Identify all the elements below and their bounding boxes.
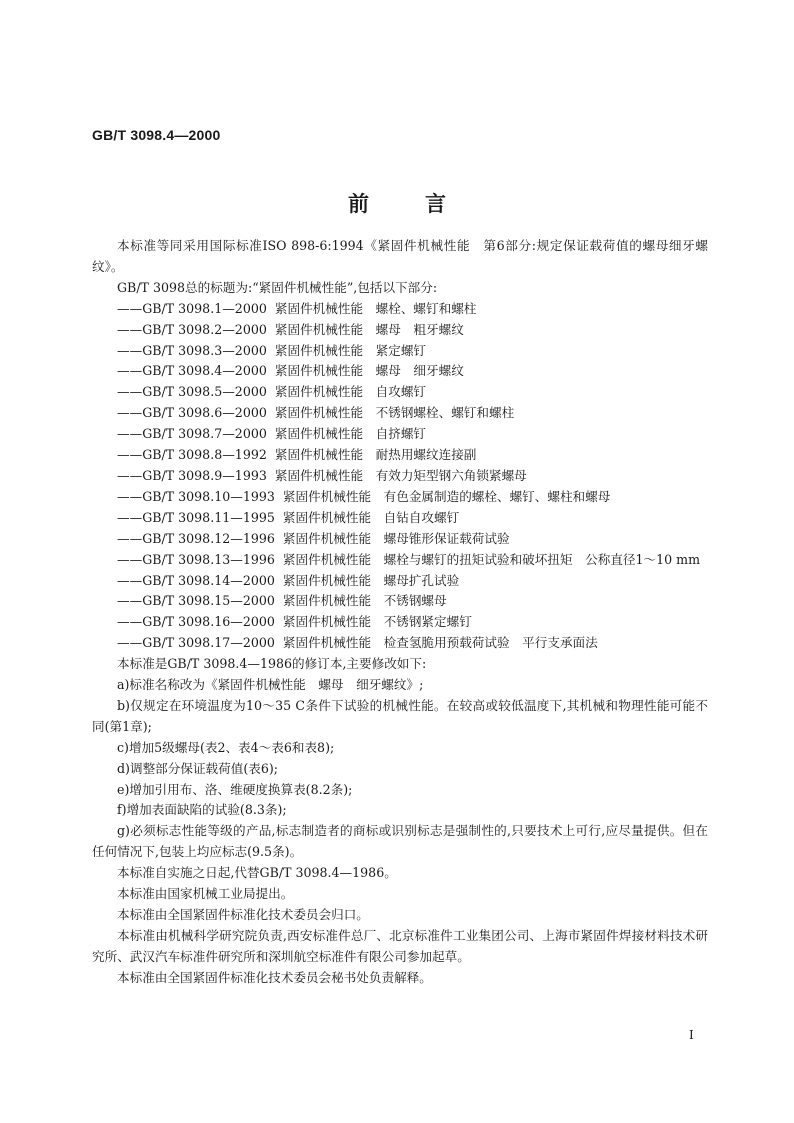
part-code: ——GB/T 3098.9—1993 — [117, 467, 267, 483]
part-title: 紧固件机械性能 有色金属制造的螺栓、螺钉、螺柱和螺母 — [282, 488, 611, 504]
part-code: ——GB/T 3098.13—1996 — [117, 551, 275, 567]
proposer-paragraph: 本标准由国家机械工业局提出。 — [117, 886, 294, 902]
part-title: 紧固件机械性能 自钻自攻螺钉 — [282, 509, 460, 525]
change-item: a)标准名称改为《紧固件机械性能 螺母 细牙螺纹》; — [117, 677, 424, 693]
page-title: 前言 — [348, 192, 502, 216]
part-code: ——GB/T 3098.16—2000 — [117, 614, 275, 630]
administration-paragraph: 本标准由全国紧固件标准化技术委员会归口。 — [117, 907, 369, 922]
interpretation-paragraph: 本标准由全国紧固件标准化技术委员会秘书处负责解释。 — [117, 969, 432, 985]
part-title: 紧固件机械性能 不锈钢紧定螺钉 — [282, 614, 472, 630]
part-title: 紧固件机械性能 螺母 粗牙螺纹 — [274, 321, 464, 337]
change-item: c)增加5级螺母(表2、表4～表6和表8); — [117, 739, 335, 755]
part-code: ——GB/T 3098.4—2000 — [117, 363, 267, 379]
list-item — [92, 361, 708, 382]
list-item — [92, 424, 708, 445]
list-item — [92, 571, 708, 592]
part-title: 紧固件机械性能 紧定螺钉 — [274, 342, 426, 358]
list-item — [92, 341, 708, 362]
part-title: 紧固件机械性能 不锈钢螺栓、螺钉和螺柱 — [274, 405, 515, 421]
part-title: 紧固件机械性能 不锈钢螺母 — [282, 593, 447, 609]
part-code: ——GB/T 3098.17—2000 — [117, 635, 275, 651]
revision-intro-paragraph: 本标准是GB/T 3098.4—1986的修订本,主要修改如下: — [117, 656, 427, 672]
part-code: ——GB/T 3098.3—2000 — [117, 342, 267, 358]
series-intro-paragraph: GB/T 3098总的标题为:“紧固件机械性能”,包括以下部分: — [117, 279, 438, 295]
page-number: I — [689, 1028, 694, 1042]
list-item — [92, 508, 708, 529]
list-item — [92, 320, 708, 341]
part-code: ——GB/T 3098.6—2000 — [117, 405, 267, 421]
list-item — [92, 612, 708, 633]
part-code: ——GB/T 3098.1—2000 — [117, 300, 267, 316]
list-item — [92, 591, 708, 612]
list-item — [92, 445, 708, 466]
part-title: 紧固件机械性能 螺母扩孔试验 — [282, 572, 460, 588]
part-title: 紧固件机械性能 螺母 细牙螺纹 — [274, 363, 464, 379]
part-title: 紧固件机械性能 有效力矩型钢六角锁紧螺母 — [274, 467, 527, 483]
list-item — [92, 403, 708, 424]
list-item — [92, 382, 708, 403]
replacement-paragraph: 本标准自实施之日起,代替GB/T 3098.4—1986。 — [117, 865, 397, 881]
drafters-paragraph: 本标准由机械科学研究院负责,西安标准件总厂、北京标准件工业集团公司、上海市紧固件焊接材料技术研究所、武汉汽车标准件研究所和深圳航空标准件有限公司参加起草。 — [92, 927, 708, 964]
part-code: ——GB/T 3098.5—2000 — [117, 384, 267, 400]
change-item: d)调整部分保证载荷值(表6); — [117, 760, 278, 776]
part-code: ——GB/T 3098.15—2000 — [117, 593, 275, 609]
part-title: 紧固件机械性能 检查氢脆用预载荷试验 平行支承面法 — [282, 635, 598, 651]
list-item — [92, 550, 708, 571]
part-title: 紧固件机械性能 螺母锥形保证载荷试验 — [282, 530, 510, 546]
part-code: ——GB/T 3098.11—1995 — [117, 509, 275, 525]
list-item — [92, 299, 708, 320]
part-code: ——GB/T 3098.8—1992 — [117, 447, 267, 463]
part-code: ——GB/T 3098.2—2000 — [117, 321, 267, 337]
list-item — [92, 529, 708, 550]
change-item: e)增加引用布、洛、维硬度换算表(8.2条); — [117, 781, 353, 797]
list-item — [92, 466, 708, 487]
change-item: f)增加表面缺陷的试验(8.3条); — [117, 802, 287, 818]
standard-code-header: GB/T 3098.4—2000 — [92, 127, 221, 143]
intro-paragraph: 本标准等同采用国际标准ISO 898-6:1994《紧固件机械性能 第6部分:规定保证载荷值的螺母细牙螺纹》。 — [92, 238, 708, 274]
change-item: b)仅规定在环境温度为10～35 C条件下试验的机械性能。在较高或较低温度下,其机械和物理性能可能不同(第1章); — [92, 697, 708, 734]
part-title: 紧固件机械性能 自攻螺钉 — [274, 384, 426, 400]
part-code: ——GB/T 3098.7—2000 — [117, 426, 267, 442]
part-code: ——GB/T 3098.12—1996 — [117, 530, 275, 546]
part-code: ——GB/T 3098.14—2000 — [117, 572, 275, 588]
part-title: 紧固件机械性能 自挤螺钉 — [274, 426, 426, 442]
part-title: 紧固件机械性能 螺栓与螺钉的扭矩试验和破坏扭矩 公称直径1～10 mm — [282, 551, 701, 567]
part-code: ——GB/T 3098.10—1993 — [117, 488, 275, 504]
list-item — [92, 633, 708, 654]
part-title: 紧固件机械性能 耐热用螺纹连接副 — [274, 447, 477, 463]
foreword-body — [92, 236, 708, 989]
change-item: g)必须标志性能等级的产品,标志制造者的商标或识别标志是强制性的,只要技术上可行,应尽量提供。但在任何情况下,包装上均应标志(9.5条)。 — [92, 823, 708, 860]
list-item — [92, 487, 708, 508]
part-title: 紧固件机械性能 螺栓、螺钉和螺柱 — [274, 300, 477, 316]
